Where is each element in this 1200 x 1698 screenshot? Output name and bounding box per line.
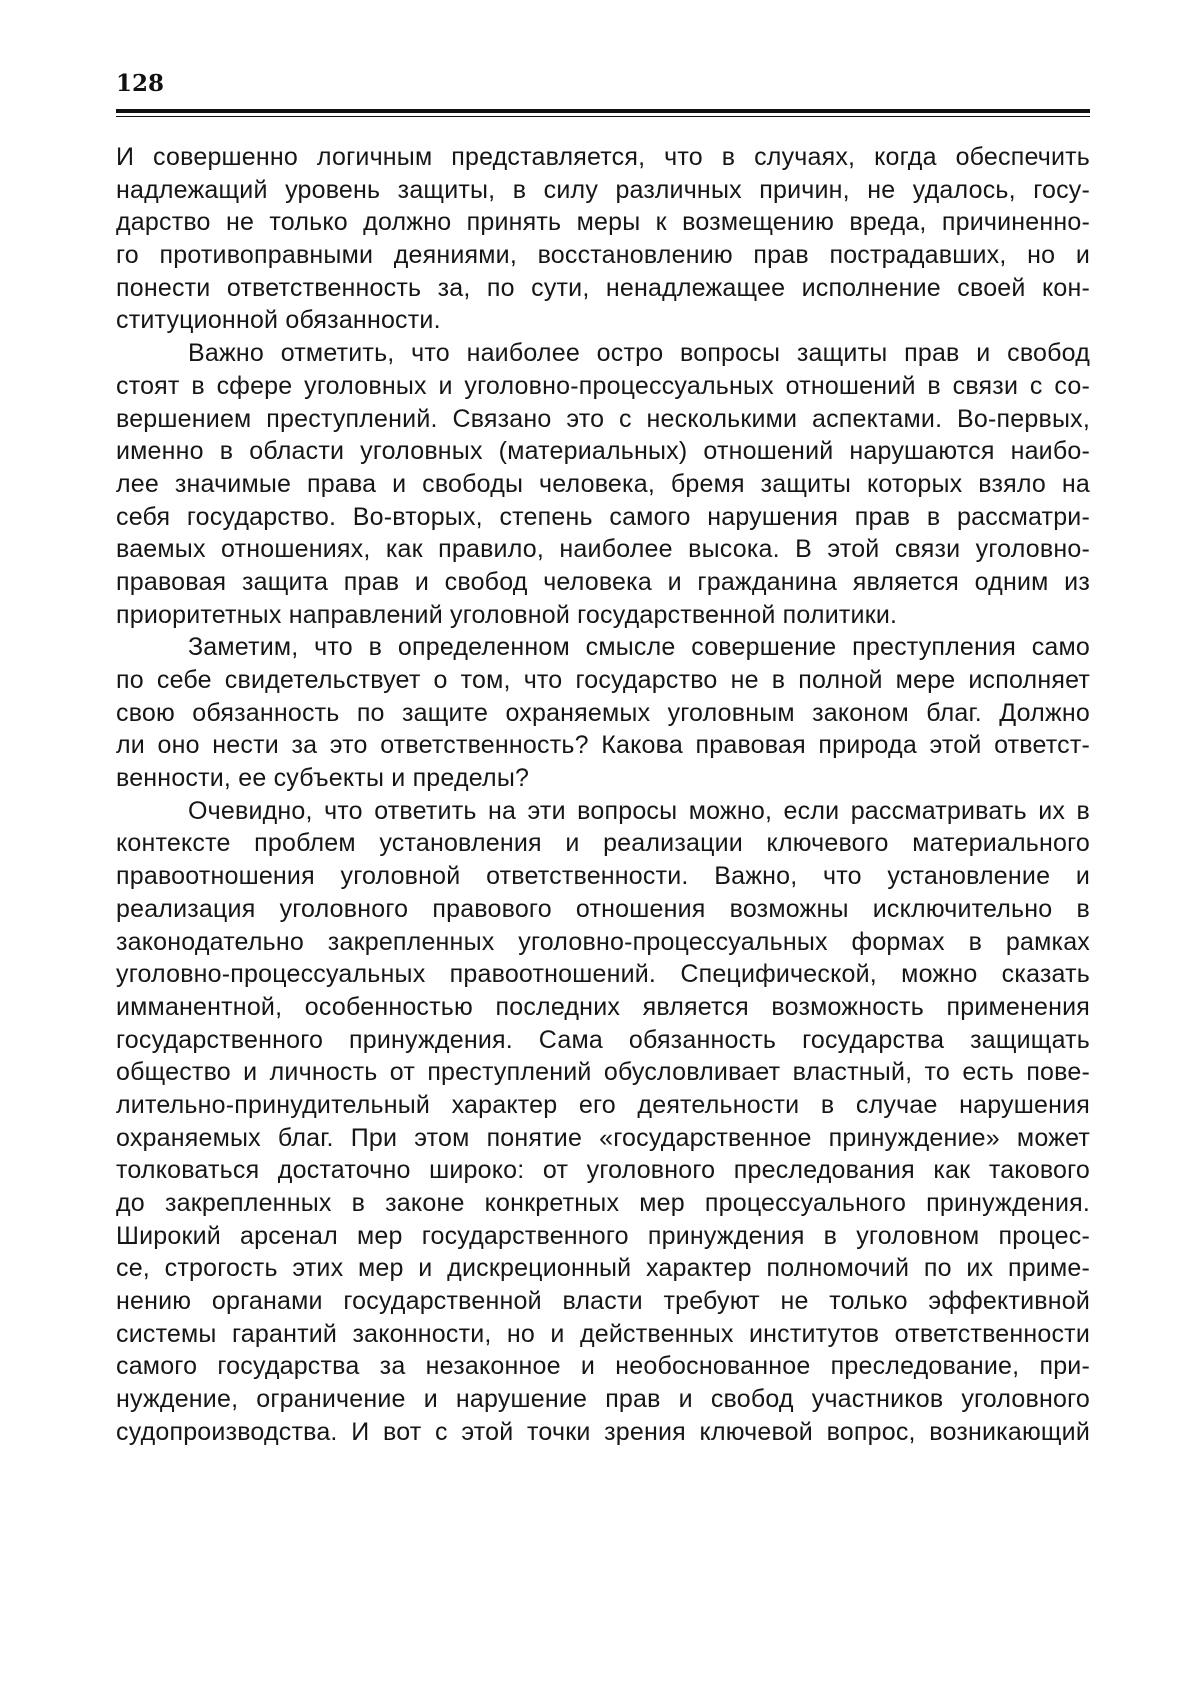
paragraph (116, 795, 1090, 1449)
text-line: общество и личность от преступлений обусловливает властный, то есть пове- (116, 1058, 1090, 1087)
text-line: го противоправными деяниями, восстановлению прав пострадавших, но и (116, 241, 1090, 270)
text-line: реализация уголовного правового отношения возможны исключительно в (116, 894, 1090, 923)
text-line: именно в области уголовных (материальных) отношений нарушаются наибо- (116, 437, 1090, 466)
text-line: уголовно-процессуальных правоотношений. Специфической, можно сказать (116, 960, 1090, 989)
text-line: имманентной, особенностью последних является возможность применения (116, 992, 1090, 1021)
text-line: надлежащий уровень защиты, в силу различных причин, не удалось, госу- (116, 175, 1090, 204)
text-line: до закрепленных в законе конкретных мер процессуального принуждения. (116, 1189, 1090, 1217)
paragraph (116, 631, 1090, 794)
text-line: ваемых отношениях, как правило, наиболее высока. В этой связи уголовно- (116, 535, 1090, 564)
text-line: контексте проблем установления и реализации ключевого материального (116, 829, 1090, 858)
text-line: ституционной обязанности. (116, 306, 441, 335)
text-line: себя государство. Во-вторых, степень самого нарушения прав в рассматри- (116, 502, 1090, 531)
body-text (116, 141, 1090, 1449)
text-line: нуждение, ограничение и нарушение прав и свобод участников уголовного (116, 1385, 1090, 1414)
text-line: судопроизводства. И вот с этой точки зрения ключевой вопрос, возникающий (116, 1417, 1090, 1446)
text-line: И совершенно логичным представляется, что в случаях, когда обеспечить (116, 143, 1090, 171)
paragraph (116, 141, 1090, 337)
page-number: 128 (116, 70, 165, 97)
text-line: ли оно нести за это ответственность? Какова правовая природа этой ответст- (116, 731, 1090, 760)
header-rule-thin (116, 116, 1090, 117)
header-rule-thick (116, 109, 1090, 113)
text-line: нению органами государственной власти требуют не только эффективной (116, 1287, 1090, 1316)
text-line: венности, ее субъекты и пределы? (116, 764, 530, 793)
text-line: лительно-принудительный характер его деятельности в случае нарушения (116, 1090, 1090, 1119)
text-line: Широкий арсенал мер государственного принуждения в уголовном процес- (116, 1221, 1090, 1250)
text-line: свою обязанность по защите охраняемых уголовным законом благ. Должно (116, 698, 1090, 727)
text-line: толковаться достаточно широко: от уголовного преследования как такового (116, 1156, 1090, 1185)
text-line: государственного принуждения. Сама обязанность государства защищать (116, 1025, 1090, 1054)
paragraph (116, 337, 1090, 631)
text-line: системы гарантий законности, но и действенных институтов ответственности (116, 1319, 1090, 1348)
text-line: правоотношения уголовной ответственности. Важно, что установление и (116, 862, 1090, 891)
text-line: законодательно закрепленных уголовно-процессуальных формах в рамках (116, 927, 1090, 956)
text-line: дарство не только должно принять меры к возмещению вреда, причиненно- (116, 208, 1090, 237)
text-line: Заметим, что в определенном смысле совершение преступления само (188, 633, 1090, 662)
text-line: правовая защита прав и свобод человека и гражданина является одним из (116, 567, 1090, 596)
text-line: по себе свидетельствует о том, что государство не в полной мере исполняет (116, 666, 1090, 694)
text-line: се, строгость этих мер и дискреционный характер полномочий по их приме- (116, 1254, 1090, 1283)
text-line: охраняемых благ. При этом понятие «государственное принуждение» может (116, 1123, 1090, 1152)
text-line: лее значимые права и свободы человека, бремя защиты которых взяло на (116, 469, 1090, 498)
text-line: вершением преступлений. Связано это с несколькими аспектами. Во-первых, (116, 404, 1090, 433)
text-line: Очевидно, что ответить на эти вопросы можно, если рассматривать их в (188, 796, 1090, 825)
text-line: стоят в сфере уголовных и уголовно-процессуальных отношений в связи с со- (116, 371, 1090, 400)
text-line: понести ответственность за, по сути, ненадлежащее исполнение своей кон- (116, 273, 1090, 302)
text-line: приоритетных направлений уголовной государственной политики. (116, 600, 898, 629)
text-line: Важно отметить, что наиболее остро вопросы защиты прав и свобод (188, 339, 1090, 368)
text-line: самого государства за незаконное и необоснованное преследование, при- (116, 1352, 1090, 1381)
